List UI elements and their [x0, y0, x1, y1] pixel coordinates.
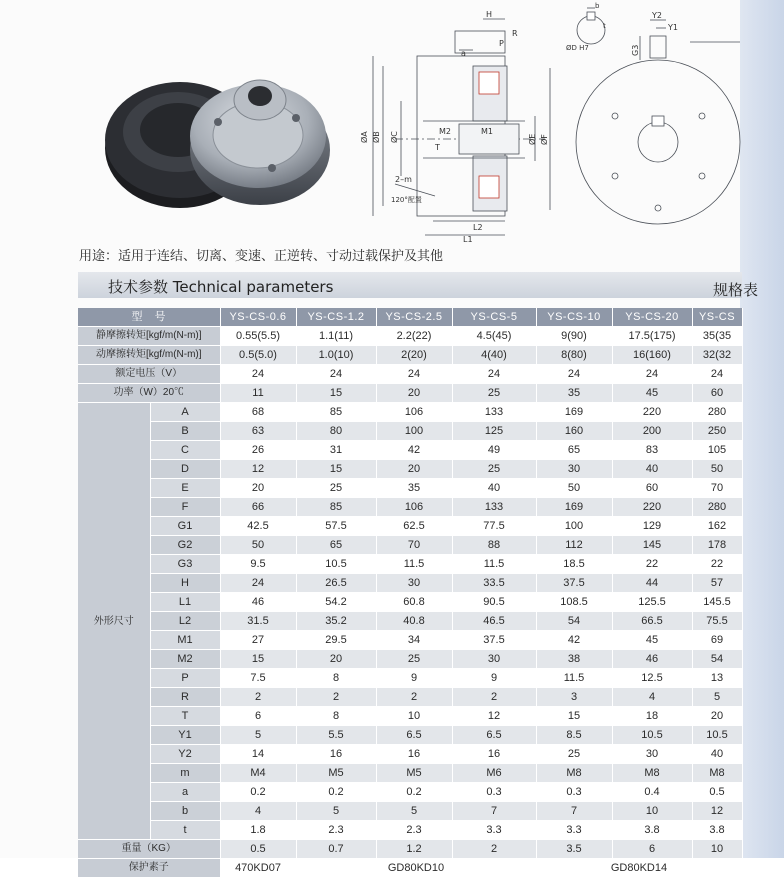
table-cell: 50: [536, 479, 612, 498]
dim-label-T: T: [435, 143, 440, 152]
table-cell: 11.5: [376, 555, 452, 574]
table-cell: 70: [376, 536, 452, 555]
header-cell: YS-CS-5: [452, 308, 536, 327]
table-cell: 133: [452, 403, 536, 422]
table-row: [78, 555, 742, 574]
table-cell: 30: [452, 650, 536, 669]
table-cell: 133: [452, 498, 536, 517]
table-cell: 10.5: [692, 726, 742, 745]
table-cell: 38: [536, 650, 612, 669]
dimension-label: L1: [150, 593, 220, 612]
table-header-row: [78, 308, 742, 327]
table-row: [78, 403, 742, 422]
table-cell: 69: [692, 631, 742, 650]
spec-table: [78, 308, 743, 878]
clutch-product-photo: [100, 40, 330, 220]
table-cell: 6: [612, 840, 692, 859]
table-cell: 54: [536, 612, 612, 631]
table-cell: 6.5: [452, 726, 536, 745]
table-cell: 10: [376, 707, 452, 726]
table-cell: 80: [296, 422, 376, 441]
table-row: [78, 593, 742, 612]
table-cell: 24: [220, 574, 296, 593]
table-cell: 2: [220, 688, 296, 707]
dim-label-angle: 120°配置: [391, 196, 422, 204]
table-cell: M4: [220, 764, 296, 783]
dimension-label: a: [150, 783, 220, 802]
table-cell: 57.5: [296, 517, 376, 536]
table-cell: 24: [296, 365, 376, 384]
table-cell: 7: [452, 802, 536, 821]
dim-label-Y1: Y1: [668, 23, 678, 32]
table-cell: 30: [612, 745, 692, 764]
table-cell: 3.3: [536, 821, 612, 840]
table-row: [78, 612, 742, 631]
dim-label-phiA: ØA: [360, 131, 369, 143]
table-cell: 20: [376, 460, 452, 479]
table-cell: 30: [376, 574, 452, 593]
table-cell: 20: [296, 650, 376, 669]
table-cell: 0.5: [692, 783, 742, 802]
dimension-label: L2: [150, 612, 220, 631]
table-cell: 49: [452, 441, 536, 460]
table-cell: 3.8: [612, 821, 692, 840]
dimension-label: P: [150, 669, 220, 688]
table-cell: 0.3: [536, 783, 612, 802]
table-cell: M6: [452, 764, 536, 783]
table-cell: 35: [536, 384, 612, 403]
table-row: [78, 688, 742, 707]
table-cell: 42.5: [220, 517, 296, 536]
section-title: 技术参数 Technical parameters: [108, 278, 334, 296]
table-cell: 0.5: [220, 840, 296, 859]
header-cell: YS-CS-10: [536, 308, 612, 327]
table-cell: 66: [220, 498, 296, 517]
table-cell: 40.8: [376, 612, 452, 631]
dim-label-H: H: [486, 10, 493, 19]
table-row: [78, 498, 742, 517]
dimension-label: C: [150, 441, 220, 460]
table-cell: M5: [376, 764, 452, 783]
table-cell: 9.5: [220, 555, 296, 574]
dimension-label: G2: [150, 536, 220, 555]
table-cell: M5: [296, 764, 376, 783]
table-cell: 10: [692, 840, 742, 859]
table-cell: 5: [692, 688, 742, 707]
dim-label-phiE: ØE: [528, 133, 537, 145]
table-cell: M8: [536, 764, 612, 783]
dimension-label: R: [150, 688, 220, 707]
table-cell: 17.5(175): [612, 327, 692, 346]
table-cell: 10.5: [296, 555, 376, 574]
table-cell: 24: [452, 365, 536, 384]
table-cell: 37.5: [536, 574, 612, 593]
table-cell: 24: [536, 365, 612, 384]
table-cell: 12: [220, 460, 296, 479]
table-cell: 9: [452, 669, 536, 688]
table-cell: 8.5: [536, 726, 612, 745]
table-cell: 85: [296, 403, 376, 422]
table-row: [78, 802, 742, 821]
table-cell: 0.7: [296, 840, 376, 859]
table-cell: 7: [536, 802, 612, 821]
table-cell: 20: [376, 384, 452, 403]
dimension-label: M2: [150, 650, 220, 669]
table-cell: 24: [220, 365, 296, 384]
table-cell: 31.5: [220, 612, 296, 631]
dim-label-phiC: ØC: [390, 131, 399, 143]
header-cell: YS-CS-0.6: [220, 308, 296, 327]
table-cell: 13: [692, 669, 742, 688]
table-row: [78, 764, 742, 783]
table-cell: 178: [692, 536, 742, 555]
table-cell: 20: [692, 707, 742, 726]
table-cell: 1.2: [376, 840, 452, 859]
table-cell: 50: [220, 536, 296, 555]
table-cell: 22: [612, 555, 692, 574]
table-cell: 24: [612, 365, 692, 384]
table-cell: 60: [692, 384, 742, 403]
dimension-label: M1: [150, 631, 220, 650]
table-cell: 16: [376, 745, 452, 764]
table-cell: 2.3: [376, 821, 452, 840]
table-cell: 57: [692, 574, 742, 593]
dim-label-phiB: ØB: [372, 131, 381, 143]
table-cell: 34: [376, 631, 452, 650]
table-cell: 46.5: [452, 612, 536, 631]
table-cell: 25: [376, 650, 452, 669]
table-cell: 25: [296, 479, 376, 498]
table-row: [78, 517, 742, 536]
dimension-label: F: [150, 498, 220, 517]
usage-text: 用途：适用于连结、切离、变速、正逆转、寸动过载保护及其他: [79, 249, 444, 264]
table-cell: 85: [296, 498, 376, 517]
table-cell: 4: [612, 688, 692, 707]
table-cell: GD80KD10: [296, 859, 536, 878]
table-cell: 10.5: [612, 726, 692, 745]
table-row: [78, 536, 742, 555]
table-cell: 280: [692, 498, 742, 517]
table-cell: 70: [692, 479, 742, 498]
table-cell: 32(32: [692, 346, 742, 365]
dimension-label: H: [150, 574, 220, 593]
table-cell: 125: [452, 422, 536, 441]
table-cell: 20: [220, 479, 296, 498]
dim-label-M2: M2: [439, 127, 451, 136]
table-row: [78, 460, 742, 479]
table-row: [78, 384, 742, 403]
dimension-group-label: 外形尺寸: [78, 403, 150, 840]
table-cell: 50: [692, 460, 742, 479]
table-cell: 60.8: [376, 593, 452, 612]
table-cell: 250: [692, 422, 742, 441]
table-cell: 5: [376, 802, 452, 821]
dim-label-Y2: Y2: [652, 11, 662, 20]
row-label: 功率（W）20℃: [78, 384, 220, 403]
dim-label-G3: G3: [631, 44, 640, 56]
table-cell: 9: [376, 669, 452, 688]
table-cell: 2.2(22): [376, 327, 452, 346]
table-row: [78, 859, 742, 878]
dimension-label: G3: [150, 555, 220, 574]
dimension-label: D: [150, 460, 220, 479]
table-cell: 0.5(5.0): [220, 346, 296, 365]
table-cell: 1.0(10): [296, 346, 376, 365]
table-cell: 40: [452, 479, 536, 498]
table-cell: 14: [220, 745, 296, 764]
dim-label-m: 2–m: [395, 175, 412, 184]
row-label: 静摩擦转矩[kgf/m(N-m)]: [78, 327, 220, 346]
table-cell: 4(40): [452, 346, 536, 365]
table-cell: 77.5: [452, 517, 536, 536]
table-cell: 35(35: [692, 327, 742, 346]
table-row: [78, 479, 742, 498]
table-cell: 12: [692, 802, 742, 821]
table-cell: 5: [220, 726, 296, 745]
table-cell: 2.3: [296, 821, 376, 840]
dimension-label: G1: [150, 517, 220, 536]
table-cell: 63: [220, 422, 296, 441]
table-cell: 2: [296, 688, 376, 707]
table-cell: 18.5: [536, 555, 612, 574]
dimension-label: E: [150, 479, 220, 498]
table-cell: 54.2: [296, 593, 376, 612]
row-label: 动摩擦转矩[kgf/m(N-m)]: [78, 346, 220, 365]
table-row: [78, 422, 742, 441]
table-cell: 162: [692, 517, 742, 536]
table-cell: 24: [692, 365, 742, 384]
table-cell: 220: [612, 498, 692, 517]
row-label: 额定电压（V）: [78, 365, 220, 384]
table-cell: 4: [220, 802, 296, 821]
table-cell: 2: [376, 688, 452, 707]
side-section-drawing: [355, 6, 565, 244]
table-cell: 15: [296, 460, 376, 479]
table-cell: 68: [220, 403, 296, 422]
table-row: [78, 441, 742, 460]
table-cell: 16(160): [612, 346, 692, 365]
table-cell: 3.8: [692, 821, 742, 840]
table-row: [78, 707, 742, 726]
table-cell: 88: [452, 536, 536, 555]
table-cell: 45: [612, 384, 692, 403]
dim-label-L1: L1: [463, 235, 473, 244]
table-cell: 25: [452, 460, 536, 479]
dimension-label: T: [150, 707, 220, 726]
table-cell: 26: [220, 441, 296, 460]
table-cell: 12: [452, 707, 536, 726]
dimension-label: t: [150, 821, 220, 840]
table-cell: 16: [452, 745, 536, 764]
table-cell: 100: [376, 422, 452, 441]
table-cell: 66.5: [612, 612, 692, 631]
table-cell: 2: [452, 688, 536, 707]
table-cell: 280: [692, 403, 742, 422]
table-cell: 3.5: [536, 840, 612, 859]
table-row: [78, 840, 742, 859]
table-cell: 3: [536, 688, 612, 707]
table-cell: 129: [612, 517, 692, 536]
table-cell: 1.1(11): [296, 327, 376, 346]
header-cell: YS-CS-20: [612, 308, 692, 327]
table-cell: 0.2: [220, 783, 296, 802]
table-cell: 15: [296, 384, 376, 403]
table-cell: 27: [220, 631, 296, 650]
table-cell: 60: [612, 479, 692, 498]
table-cell: 125.5: [612, 593, 692, 612]
table-cell: 37.5: [452, 631, 536, 650]
table-row: [78, 574, 742, 593]
table-row: [78, 346, 742, 365]
table-cell: 75.5: [692, 612, 742, 631]
table-row: [78, 631, 742, 650]
table-row: [78, 726, 742, 745]
table-cell: 169: [536, 498, 612, 517]
table-cell: 220: [612, 403, 692, 422]
table-cell: M8: [612, 764, 692, 783]
front-view-drawing: [590, 8, 740, 236]
table-cell: 3.3: [452, 821, 536, 840]
dimension-label: Y1: [150, 726, 220, 745]
dim-label-P: P: [499, 39, 504, 48]
table-cell: 31: [296, 441, 376, 460]
table-cell: 46: [612, 650, 692, 669]
row-label: 保护素子: [78, 859, 220, 878]
header-cell: YS-CS-1.2: [296, 308, 376, 327]
dim-label-t: t: [603, 22, 606, 30]
table-cell: 25: [452, 384, 536, 403]
table-cell: 54: [692, 650, 742, 669]
table-cell: 40: [612, 460, 692, 479]
table-cell: 8: [296, 669, 376, 688]
table-cell: 30: [536, 460, 612, 479]
table-cell: 106: [376, 498, 452, 517]
table-cell: 0.3: [452, 783, 536, 802]
table-cell: 8(80): [536, 346, 612, 365]
dimension-label: B: [150, 422, 220, 441]
table-row: [78, 669, 742, 688]
table-cell: 9(90): [536, 327, 612, 346]
table-cell: 0.55(5.5): [220, 327, 296, 346]
table-row: [78, 365, 742, 384]
table-cell: 105: [692, 441, 742, 460]
table-cell: 0.2: [296, 783, 376, 802]
table-cell: 11.5: [452, 555, 536, 574]
table-cell: 4.5(45): [452, 327, 536, 346]
table-cell: 83: [612, 441, 692, 460]
table-cell: 108.5: [536, 593, 612, 612]
header-cell: YS-CS-2.5: [376, 308, 452, 327]
table-cell: 15: [220, 650, 296, 669]
table-cell: 0.2: [376, 783, 452, 802]
dim-label-M1: M1: [481, 127, 493, 136]
table-cell: 62.5: [376, 517, 452, 536]
table-cell: 25: [536, 745, 612, 764]
table-cell: 24: [376, 365, 452, 384]
table-cell: GD80KD14: [536, 859, 742, 878]
table-cell: 46: [220, 593, 296, 612]
dimension-label: b: [150, 802, 220, 821]
table-cell: 8: [296, 707, 376, 726]
table-cell: 35.2: [296, 612, 376, 631]
header-cell: YS-CS: [692, 308, 742, 327]
table-cell: 35: [376, 479, 452, 498]
table-cell: 11: [220, 384, 296, 403]
table-cell: 44: [612, 574, 692, 593]
table-row: [78, 821, 742, 840]
page-edge: [740, 0, 784, 858]
dim-label-R: R: [512, 29, 518, 38]
table-cell: M8: [692, 764, 742, 783]
table-cell: 112: [536, 536, 612, 555]
table-cell: 33.5: [452, 574, 536, 593]
table-cell: 12.5: [612, 669, 692, 688]
table-cell: 145.5: [692, 593, 742, 612]
dim-label-phiF: ØF: [540, 134, 549, 145]
table-cell: 5: [296, 802, 376, 821]
table-cell: 0.4: [612, 783, 692, 802]
header-model: 型 号: [78, 308, 220, 327]
table-cell: 26.5: [296, 574, 376, 593]
dim-label-b: b: [595, 2, 600, 10]
table-row: [78, 783, 742, 802]
table-cell: 90.5: [452, 593, 536, 612]
table-cell: 16: [296, 745, 376, 764]
table-cell: 2(20): [376, 346, 452, 365]
table-cell: 7.5: [220, 669, 296, 688]
table-cell: 145: [612, 536, 692, 555]
table-cell: 40: [692, 745, 742, 764]
table-row: [78, 327, 742, 346]
table-row: [78, 650, 742, 669]
table-cell: 200: [612, 422, 692, 441]
table-cell: 65: [536, 441, 612, 460]
table-cell: 29.5: [296, 631, 376, 650]
row-label: 重量（KG）: [78, 840, 220, 859]
table-cell: 1.8: [220, 821, 296, 840]
dimension-label: Y2: [150, 745, 220, 764]
table-row: [78, 745, 742, 764]
table-cell: 470KD07: [220, 859, 296, 878]
dim-label-a: a: [461, 49, 466, 58]
table-cell: 6.5: [376, 726, 452, 745]
dim-label-phiD: ØD H7: [566, 44, 589, 52]
table-cell: 2: [452, 840, 536, 859]
table-cell: 169: [536, 403, 612, 422]
table-cell: 65: [296, 536, 376, 555]
spec-table-label: 规格表: [713, 281, 759, 299]
table-cell: 106: [376, 403, 452, 422]
table-cell: 11.5: [536, 669, 612, 688]
table-cell: 42: [376, 441, 452, 460]
table-cell: 160: [536, 422, 612, 441]
table-cell: 45: [612, 631, 692, 650]
dimension-label: m: [150, 764, 220, 783]
table-cell: 22: [692, 555, 742, 574]
dimension-label: A: [150, 403, 220, 422]
table-cell: 5.5: [296, 726, 376, 745]
dim-label-L2: L2: [473, 223, 483, 232]
table-cell: 15: [536, 707, 612, 726]
table-cell: 18: [612, 707, 692, 726]
table-cell: 100: [536, 517, 612, 536]
table-cell: 10: [612, 802, 692, 821]
table-cell: 6: [220, 707, 296, 726]
section-banner: [78, 272, 759, 299]
table-cell: 42: [536, 631, 612, 650]
